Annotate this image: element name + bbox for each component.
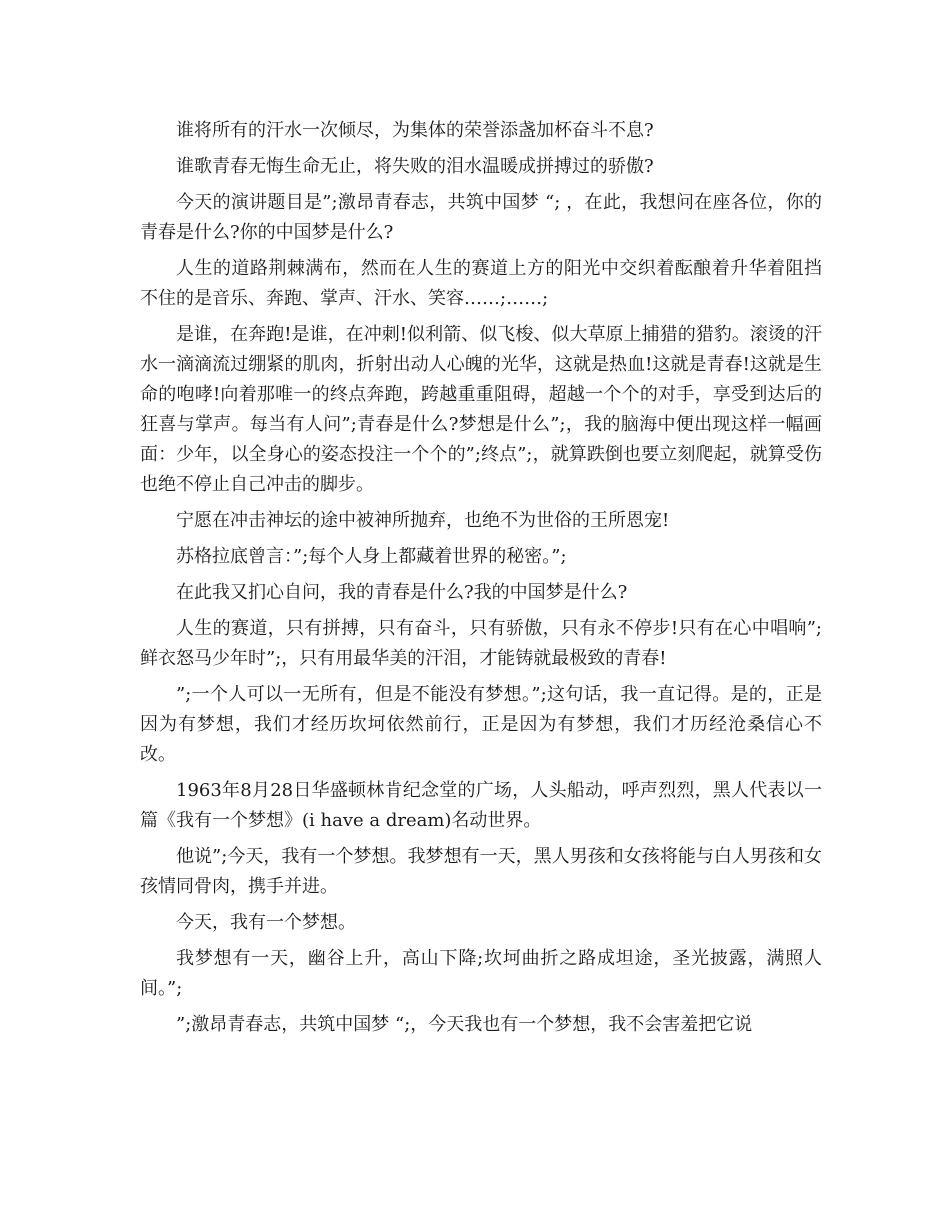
paragraph-7: 苏格拉底曾言：”;每个人身上都藏着世界的秘密。”; — [176, 546, 567, 567]
paragraph-9: 人生的赛道，只有拼搏，只有奋斗，只有骄傲，只有永不停步!只有在心中唱响”;鲜衣怒马少年时”;，只有用最华美的汗泪，才能铸就最极致的青春! — [140, 618, 822, 669]
paragraph-10: ”;一个人可以一无所有，但是不能没有梦想。”;这句话，我一直记得。是的，正是因为有梦想，我们才经历坎坷依然前行，正是因为有梦想，我们才历经沧桑信心不改。 — [140, 684, 822, 765]
speech-text-body — [140, 116, 822, 1046]
paragraph-14: 我梦想有一天，幽谷上升，高山下降;坎坷曲折之路成坦途，圣光披露，满照人间。”; — [140, 948, 822, 999]
paragraph-1: 谁将所有的汗水一次倾尽，为集体的荣誉添盏加杯奋斗不息? — [176, 120, 654, 141]
paragraph-15: ”;激昂青春志，共筑中国梦 “;，今天我也有一个梦想，我不会害羞把它说 — [176, 1014, 753, 1035]
paragraph-4: 人生的道路荆棘满布，然而在人生的赛道上方的阳光中交织着酝酿着升华着阻挡不住的是音乐、奔跑、掌声、汗水、笑容……;……; — [140, 258, 822, 309]
paragraph-12: 他说”;今天，我有一个梦想。我梦想有一天，黑人男孩和女孩将能与白人男孩和女孩情同骨肉，携手并进。 — [140, 846, 822, 897]
paragraph-3: 今天的演讲题目是”;激昂青春志，共筑中国梦 “; ，在此，我想问在座各位，你的青春是什么?你的中国梦是什么? — [140, 192, 822, 243]
paragraph-5: 是谁，在奔跑!是谁，在冲刺!似利箭、似飞梭、似大草原上捕猎的猎豹。滚烫的汗水一滴滴流过绷紧的肌肉，折射出动人心魄的光华，这就是热血!这就是青春!这就是生命的咆哮!向着那唯一的终点奔跑，跨越重重阻碍，超越一个个的对手，享受到达后的狂喜与掌声。每当有人问”;青春是什么?梦想是什么”;，我的脑海中便出现这样一幅画面：少年，以全身心的姿态投注一个个的”;终点”;，就算跌倒也要立刻爬起，就算受伤也绝不停止自己冲击的脚步。 — [140, 324, 822, 495]
paragraph-2: 谁歌青春无悔生命无止，将失败的泪水温暖成拼搏过的骄傲? — [176, 156, 654, 177]
paragraph-6: 宁愿在冲击神坛的途中被神所抛弃，也绝不为世俗的王所恩宠! — [176, 510, 670, 531]
paragraph-8: 在此我又扪心自问，我的青春是什么?我的中国梦是什么? — [176, 582, 628, 603]
paragraph-13: 今天，我有一个梦想。 — [176, 912, 356, 933]
paragraph-11: 1963年8月28日华盛顿林肯纪念堂的广场，人头船动，呼声烈烈，黑人代表以一篇《我有一个梦想》(i have a dream)名动世界。 — [140, 780, 822, 831]
